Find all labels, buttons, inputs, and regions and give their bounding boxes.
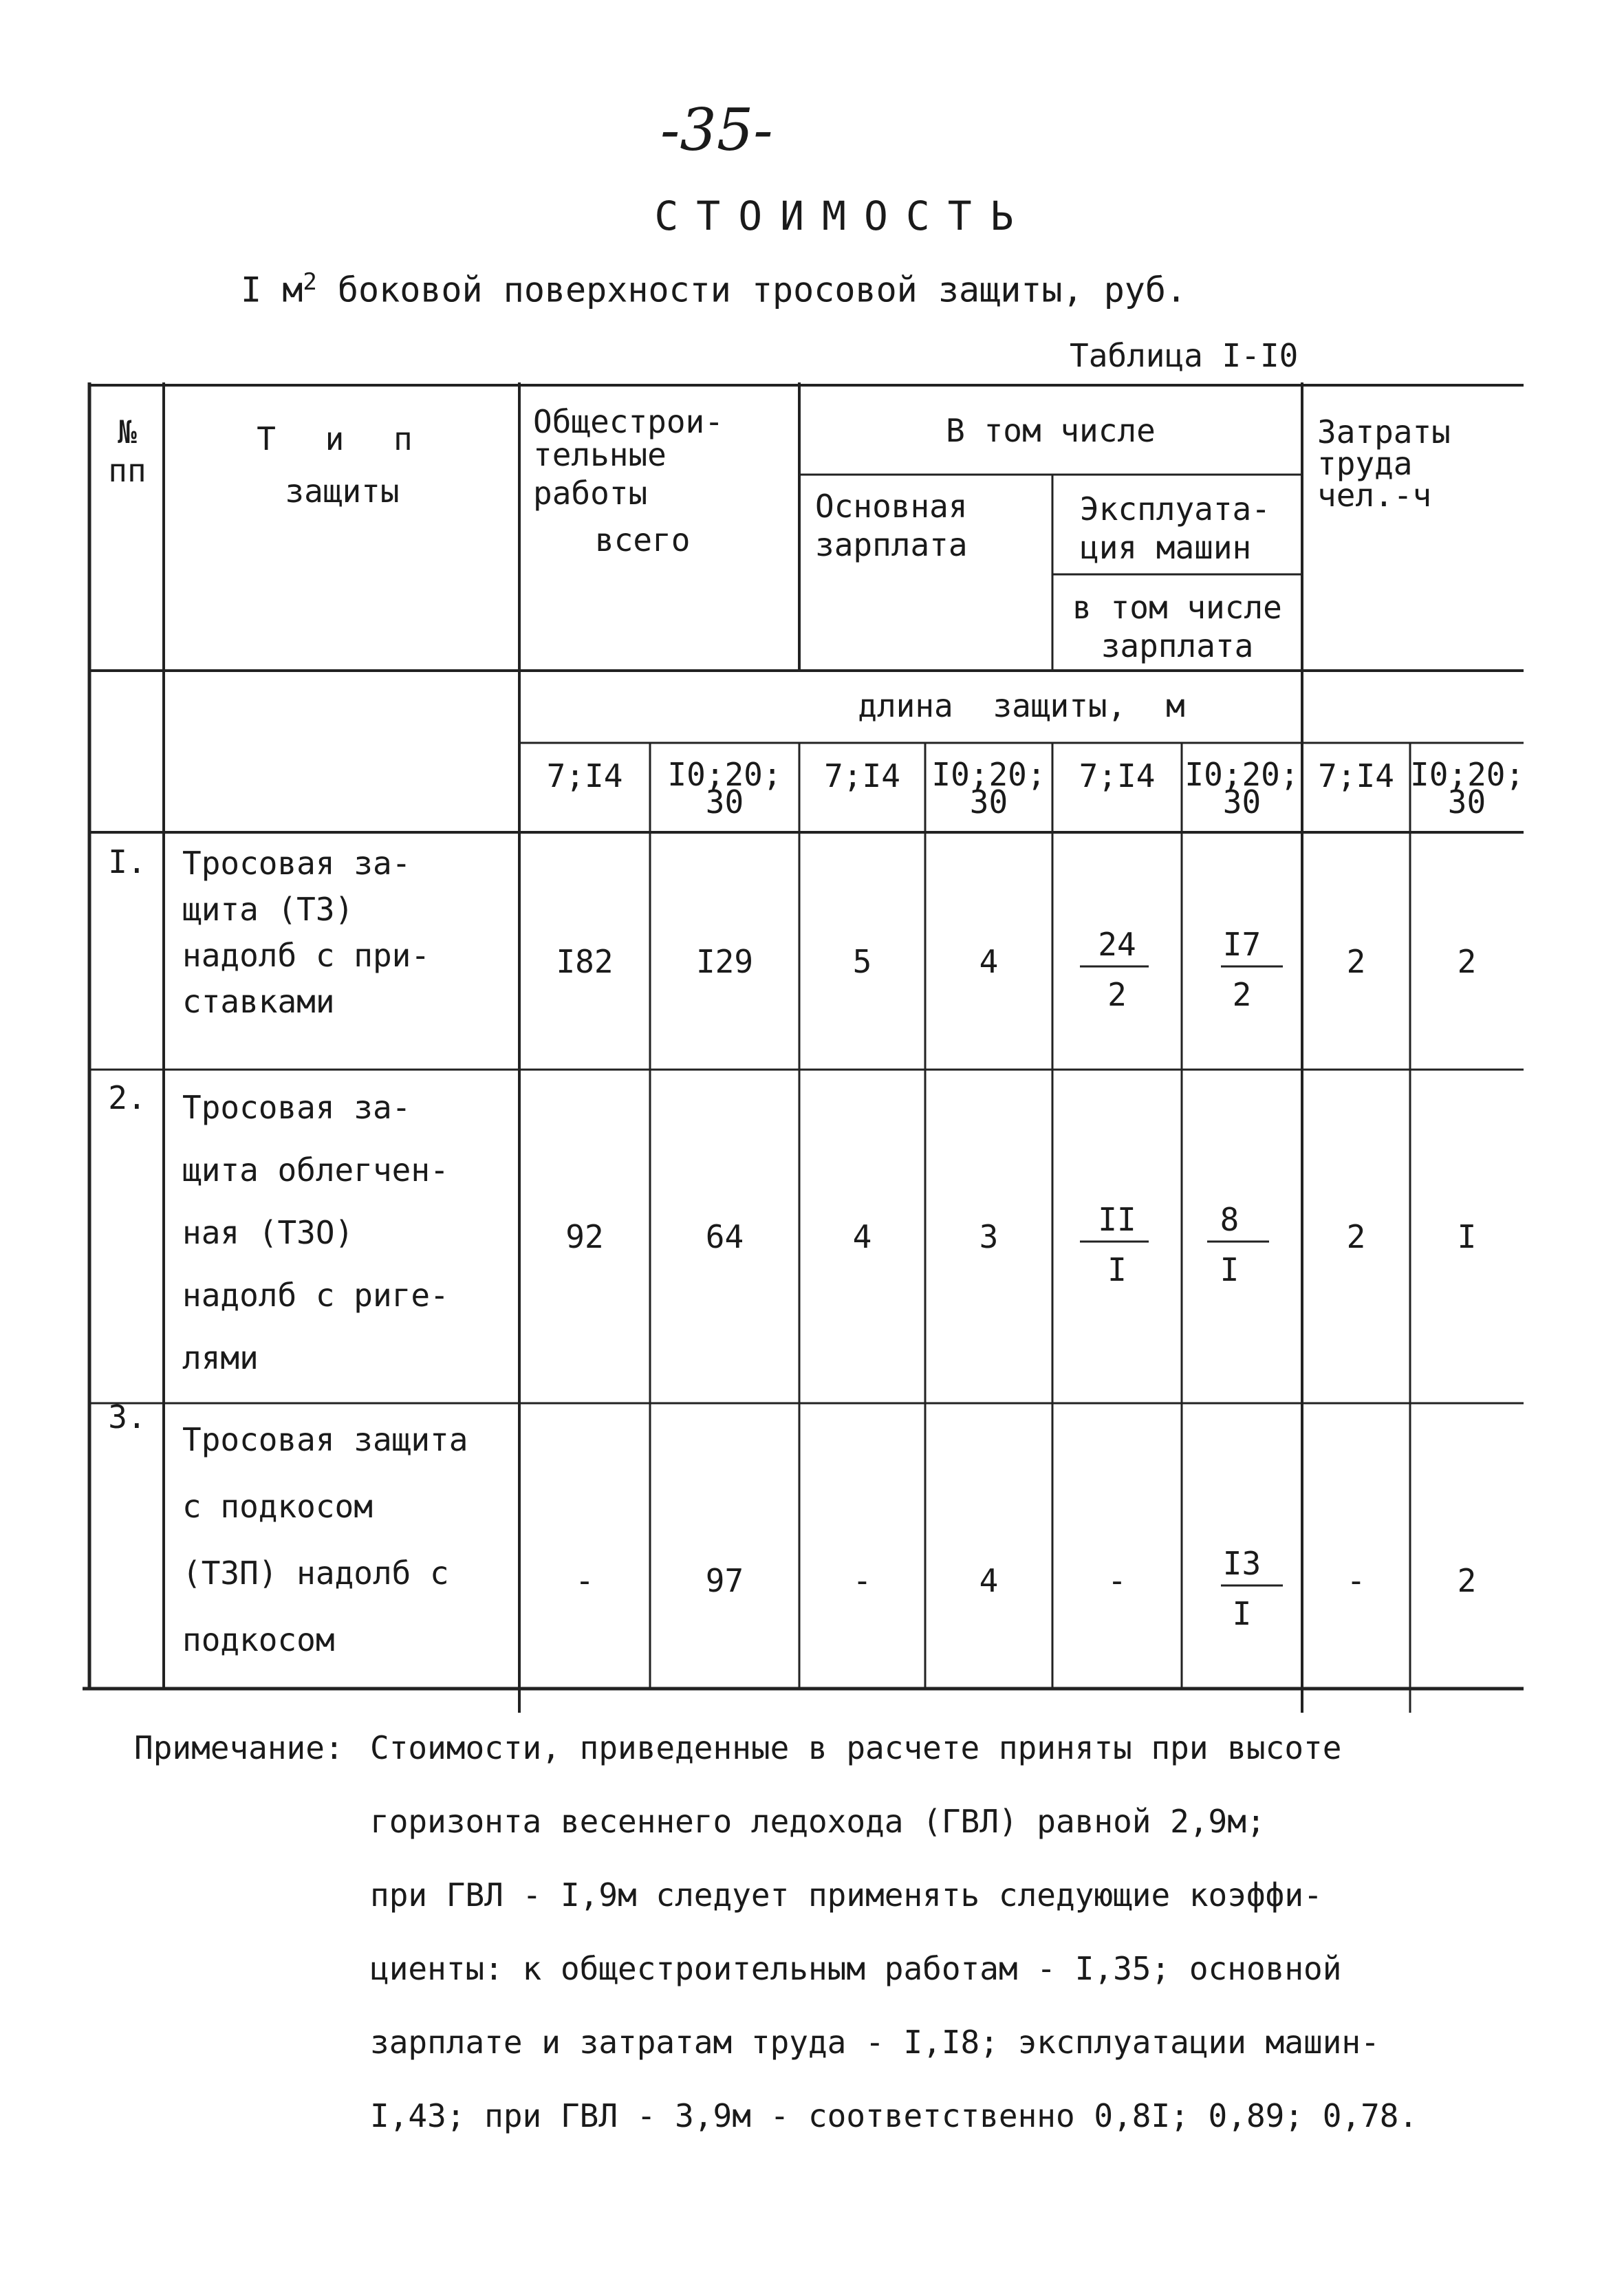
cell-machine-b-wage: I (1232, 1595, 1252, 1632)
header-number-line1: № (118, 413, 137, 451)
cell-machine-b-wage: 2 (1232, 976, 1252, 1013)
cell-labor-a: 2 (1346, 1218, 1366, 1255)
header-machines-line2: ция машин (1080, 529, 1252, 566)
cell-machine-b-total: I7 (1222, 926, 1262, 963)
row-type-line: (ТЗП) надолб с (182, 1555, 449, 1592)
cell-labor-a: 2 (1346, 943, 1366, 980)
header-labor-line1: Затраты (1317, 413, 1451, 451)
header-type-line1: Т и п (257, 420, 428, 457)
cell-general-a: I82 (556, 943, 614, 980)
subtitle-superscript: 2 (303, 268, 317, 296)
note-text (370, 1711, 1608, 2153)
cell-labor-b: I (1457, 1218, 1477, 1255)
cell-general-b: 97 (705, 1562, 744, 1599)
row-type-line: ставками (182, 983, 335, 1020)
header-including: В том числе (946, 412, 1156, 449)
subtitle-prefix: I м (241, 270, 303, 310)
cell-machine-a-wage: I (1107, 1251, 1127, 1288)
len-header-labor-b-line2: 30 (1447, 783, 1486, 821)
len-header-wage-b (925, 755, 1052, 821)
cell-general-a: - (575, 1562, 594, 1599)
cell-wage-a: 4 (852, 1218, 872, 1255)
header-wage-line1: Основная (815, 488, 968, 525)
len-header-labor-a: 7;I4 (1318, 757, 1394, 794)
cell-machine-a-wage: 2 (1107, 976, 1127, 1013)
row-number: I. (108, 843, 147, 880)
header-machine-operation (1080, 490, 1300, 567)
len-header-machine-a: 7;I4 (1079, 757, 1156, 794)
row-type-line: щита облегчен- (182, 1151, 449, 1189)
row-number: 3. (108, 1398, 147, 1436)
row-type-line: щита (ТЗ) (182, 891, 354, 928)
row-type-line: Тросовая за- (182, 1089, 411, 1126)
header-basic-wage (815, 487, 1049, 564)
note-line: Стоимости, приведенные в расчете приняты при высоте (370, 1729, 1342, 1766)
row-type-line: ная (ТЗО) (182, 1214, 354, 1251)
cell-machine-b-total: 8 (1220, 1201, 1239, 1238)
row-type (182, 1407, 512, 1674)
len-header-machine-b (1182, 755, 1302, 821)
len-header-labor-b-line1: I0;20; (1410, 756, 1525, 793)
subtitle-text: боковой поверхности тросовой защиты, руб. (337, 270, 1187, 310)
header-general-line2: тельные (533, 436, 667, 473)
cell-machine-a-total: 24 (1098, 926, 1136, 963)
cell-wage-b: 4 (979, 943, 999, 980)
cell-machine-b-wage: I (1220, 1251, 1239, 1288)
header-length: длина защиты, м (858, 687, 1185, 724)
header-labor-line2: труда (1317, 445, 1413, 482)
header-machines-line1: Эксплуата- (1080, 490, 1270, 528)
cell-wage-a: 5 (852, 943, 872, 980)
row-type-line: подкосом (182, 1621, 335, 1658)
len-header-labor-b (1410, 755, 1524, 821)
header-labor (1317, 413, 1524, 515)
header-general-works (533, 402, 794, 559)
page-number: -35- (660, 96, 773, 164)
header-labor-line3: чел.-ч (1317, 477, 1432, 514)
cell-machine-a-total: II (1098, 1201, 1136, 1238)
header-type-line2: защиты (285, 473, 400, 510)
note-line: зарплате и затратам труда - I,I8; эксплуатации машин- (370, 2024, 1380, 2061)
page-title: СТОИМОСТЬ (654, 193, 1032, 239)
header-number-line2: пп (108, 452, 147, 489)
header-general-line1: Общестрои- (533, 403, 724, 440)
cell-wage-b: 4 (979, 1562, 999, 1599)
row-type-line: надолб с при- (182, 937, 431, 974)
note-line: I,43; при ГВЛ - 3,9м - соответственно 0,8I; 0,89; 0,78. (370, 2097, 1418, 2134)
header-machine-wage-line2: зарплата (1101, 627, 1254, 664)
cell-general-a: 92 (565, 1218, 604, 1255)
header-machine-wage (1052, 588, 1302, 665)
len-header-wage-a: 7;I4 (824, 757, 900, 794)
cell-labor-b: 2 (1457, 1562, 1477, 1599)
len-header-general-b-line1: I0;20; (667, 756, 782, 793)
table-label: Таблица I-I0 (1070, 337, 1299, 374)
cell-machine-b-total: I3 (1222, 1545, 1262, 1582)
cell-labor-b: 2 (1457, 943, 1477, 980)
row-type-line: Тросовая защита (182, 1421, 468, 1458)
note-line: при ГВЛ - I,9м следует применять следующие коэффи- (370, 1876, 1323, 1914)
note-label: Примечание: (134, 1729, 344, 1766)
len-header-general-b (650, 755, 799, 821)
row-type-line: Тросовая за- (182, 845, 411, 882)
cell-general-b: I29 (695, 943, 754, 980)
len-header-general-b-line2: 30 (705, 783, 744, 821)
row-type-line: лями (182, 1339, 259, 1376)
cell-general-b: 64 (705, 1218, 744, 1255)
cell-wage-a: - (852, 1562, 872, 1599)
len-header-wage-b-line2: 30 (969, 783, 1008, 821)
cell-machine-a-total: - (1107, 1562, 1127, 1599)
note-line: циенты: к общестроительным работам - I,35; основной (370, 1950, 1342, 1987)
row-type (182, 1076, 512, 1389)
row-type-line: надолб с риге- (182, 1277, 449, 1314)
len-header-machine-b-line1: I0;20; (1184, 756, 1299, 793)
row-number: 2. (108, 1079, 147, 1116)
header-general-line3: работы (533, 475, 648, 512)
header-number (93, 413, 162, 490)
header-wage-line2: зарплата (815, 526, 968, 563)
header-general-line4: всего (595, 521, 691, 559)
header-type (169, 420, 516, 510)
row-type (182, 841, 512, 1025)
row-type-line: с подкосом (182, 1488, 373, 1525)
header-machine-wage-line1: в том числе (1072, 589, 1282, 626)
len-header-general-a: 7;I4 (546, 757, 623, 794)
len-header-wage-b-line1: I0;20; (931, 756, 1046, 793)
len-header-machine-b-line2: 30 (1222, 783, 1262, 821)
note-line: горизонта весеннего ледохода (ГВЛ) равной 2,9м; (370, 1803, 1266, 1840)
cell-labor-a: - (1346, 1562, 1366, 1599)
cell-wage-b: 3 (979, 1218, 999, 1255)
